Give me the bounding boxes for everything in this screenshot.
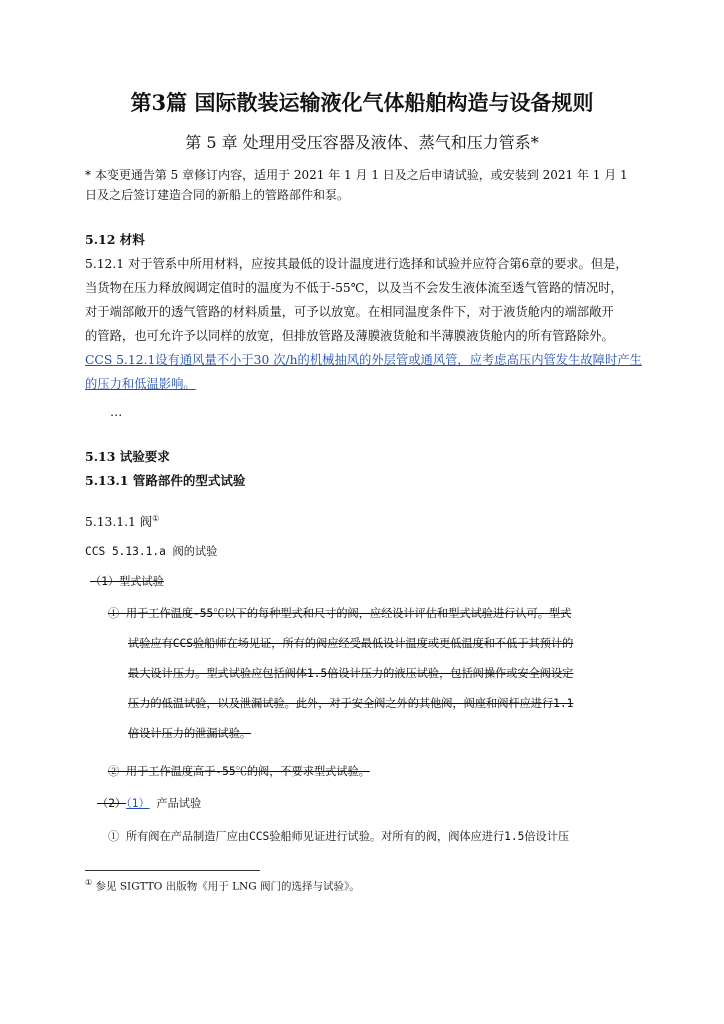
section-5-13-1-heading: 5.13.1 管路部件的型式试验	[85, 473, 246, 488]
struck-type-test-line-3: 最大设计压力。型式试验应包括阀体1.5倍设计压力的液压试验，包括阀操作或安全阀设定	[128, 667, 574, 680]
para-5-12-1-line-3: 对于端部敞开的透气管路的材料质量，可予以放宽。在相同温度条件下，对于液货舱内的端部敞开	[85, 305, 614, 319]
footnote-mark: ①	[85, 878, 93, 887]
revision-note-line-2: 日及之后签订建造合同的新船上的管路部件和泵。	[85, 188, 350, 202]
new-item-number: （1）	[126, 797, 150, 810]
footnote	[85, 878, 360, 894]
para-5-12-1-line-4: 的管路，也可允许予以同样的放宽，但排放管路及薄膜液货舱和半薄膜液货舱内的所有管路除外。	[85, 329, 614, 343]
product-test-label: 产品试验	[156, 797, 202, 810]
product-test-heading	[97, 792, 657, 816]
struck-type-test-line-2: 试验应有CCS验船师在场见证，所有的阀应经受最低设计温度或更低温度和不低于其预计的	[128, 637, 574, 650]
struck-type-test-line-5: 倍设计压力的泄漏试验。	[128, 727, 252, 740]
item-5-13-1-1	[85, 507, 645, 534]
section-5-12-heading: 5.12 材料	[85, 232, 145, 247]
ccs-5-12-1-insert-line-1: CCS 5.12.1设有通风量不小于30 次/h的机械抽风的外层管或通风管，应考虑高压内管发生故障时产生	[85, 353, 642, 367]
ccs-5-13-1-a-heading: CCS 5.13.1.a 阀的试验	[85, 545, 218, 558]
struck-type-test-line-4: 压力的低温试验，以及泄漏试验。此外，对于安全阀之外的其他阀，阀座和阀杆应进行1.1	[128, 697, 574, 710]
ccs-5-12-1-insert-line-2: 的压力和低温影响。	[85, 377, 196, 391]
para-5-12-1-line-1: 5.12.1 对于管系中所用材料，应按其最低的设计温度进行选择和试验并应符合第6章的要求。但是，	[85, 257, 628, 271]
product-test-line-1: ① 所有阀在产品制造厂应由CCS验船师见证进行试验。对所有的阀，阀体应进行1.5倍设计压	[108, 830, 570, 843]
struck-type-test-heading: （1）型式试验	[90, 575, 164, 588]
para-5-12-1-line-2: 当货物在压力释放阀调定值时的温度为不低于-55℃，以及当不会发生液体流至透气管路的情况时，	[85, 281, 623, 295]
revision-note-line-1: * 本变更通告第 5 章修订内容，适用于 2021 年 1 月 1 日及之后申请试验，或安装到 2021 年 1 月 1	[85, 168, 628, 182]
struck-type-test-line-1: ① 用于工作温度-55℃以下的每种型式和尺寸的阀，应经设计评估和型式试验进行认可。型式	[108, 607, 572, 620]
footnote-ref: ①	[152, 514, 160, 523]
footnote-divider	[85, 870, 260, 871]
ellipsis: …	[110, 405, 123, 419]
struck-type-test-item-2: ② 用于工作温度高于-55℃的阀，不要求型式试验。	[108, 765, 370, 778]
footnote-text: 参见 SIGTTO 出版物《用于 LNG 阀门的选择与试验》。	[95, 880, 360, 893]
part-title: 第3篇 国际散装运输液化气体船舶构造与设备规则	[130, 90, 594, 115]
item-5-13-1-1-label: 5.13.1.1 阀	[85, 515, 153, 530]
section-5-13-heading: 5.13 试验要求	[85, 449, 170, 464]
old-item-number: （2）	[97, 797, 127, 810]
chapter-title: 第 5 章 处理用受压容器及液体、蒸气和压力管系*	[185, 133, 539, 152]
